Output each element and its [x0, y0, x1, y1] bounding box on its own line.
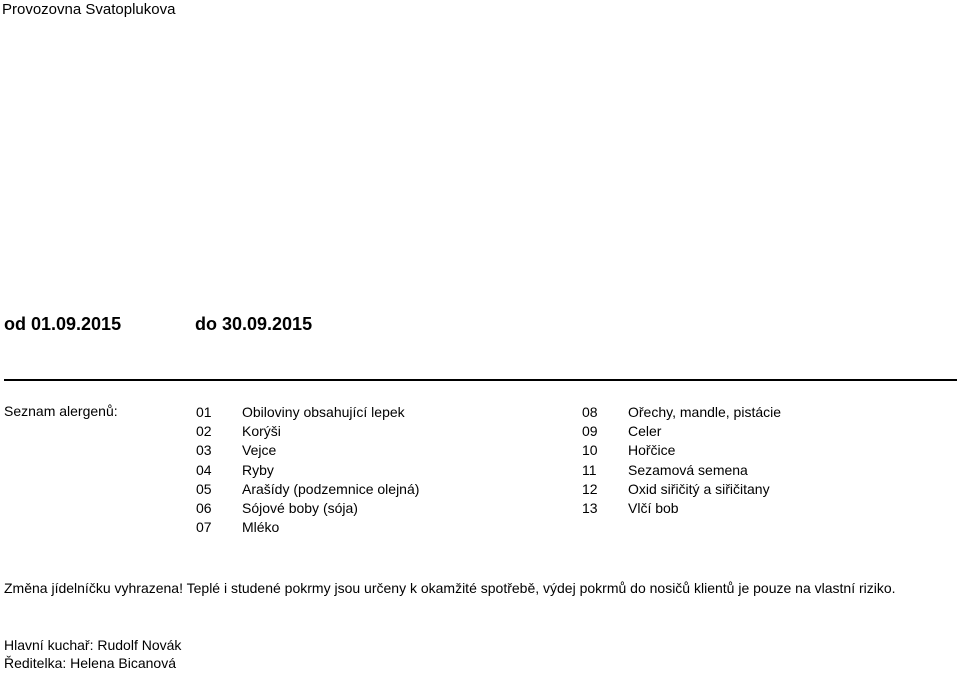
allergen-code: 09: [582, 423, 598, 440]
allergen-name: Sójové boby (sója): [242, 499, 358, 516]
allergen-code: 07: [196, 519, 212, 536]
allergen-name: Obiloviny obsahující lepek: [242, 404, 405, 420]
allergen-name: Celer: [628, 423, 662, 440]
page-title: Provozovna Svatoplukova: [2, 1, 176, 18]
allergen-name: Vlčí bob: [628, 499, 679, 516]
period-start: od 01.09.2015: [4, 314, 122, 334]
allergen-code: 06: [196, 499, 212, 516]
allergen-name: Vejce: [242, 442, 277, 459]
menu-change-notice: Změna jídelníčku vyhrazena! Teplé i studené pokrmy jsou určeny k okamžité spotřebě, výdej pokrmů do nosičů klientů je pouze na vlastní riziko.: [4, 580, 896, 596]
allergen-code: 05: [196, 480, 212, 497]
allergen-code: 13: [582, 499, 598, 516]
allergen-code: 11: [582, 461, 597, 478]
allergen-name: Ořechy, mandle, pistácie: [628, 404, 782, 420]
head-chef-signature: Hlavní kuchař: Rudolf Novák: [4, 637, 182, 653]
director-signature: Ředitelka: Helena Bicanová: [4, 655, 176, 671]
period-end: do 30.09.2015: [195, 314, 313, 334]
allergen-code: 10: [582, 442, 598, 459]
allergen-name: Ryby: [242, 461, 274, 478]
allergen-code: 08: [582, 404, 598, 420]
allergen-code: 01: [196, 404, 212, 420]
allergen-list-heading: Seznam alergenů:: [4, 403, 118, 419]
horizontal-divider: [4, 379, 957, 381]
allergen-code: 12: [582, 480, 598, 497]
allergen-name: Arašídy (podzemnice olejná): [242, 480, 420, 497]
allergen-name: Oxid siřičitý a siřičitany: [628, 480, 770, 497]
allergen-code: 03: [196, 442, 212, 459]
allergen-code: 04: [196, 461, 212, 478]
allergen-name: Korýši: [242, 423, 281, 440]
allergen-name: Hořčice: [628, 442, 676, 459]
allergen-name: Sezamová semena: [628, 461, 748, 478]
allergen-name: Mléko: [242, 519, 280, 536]
allergen-code: 02: [196, 423, 212, 440]
